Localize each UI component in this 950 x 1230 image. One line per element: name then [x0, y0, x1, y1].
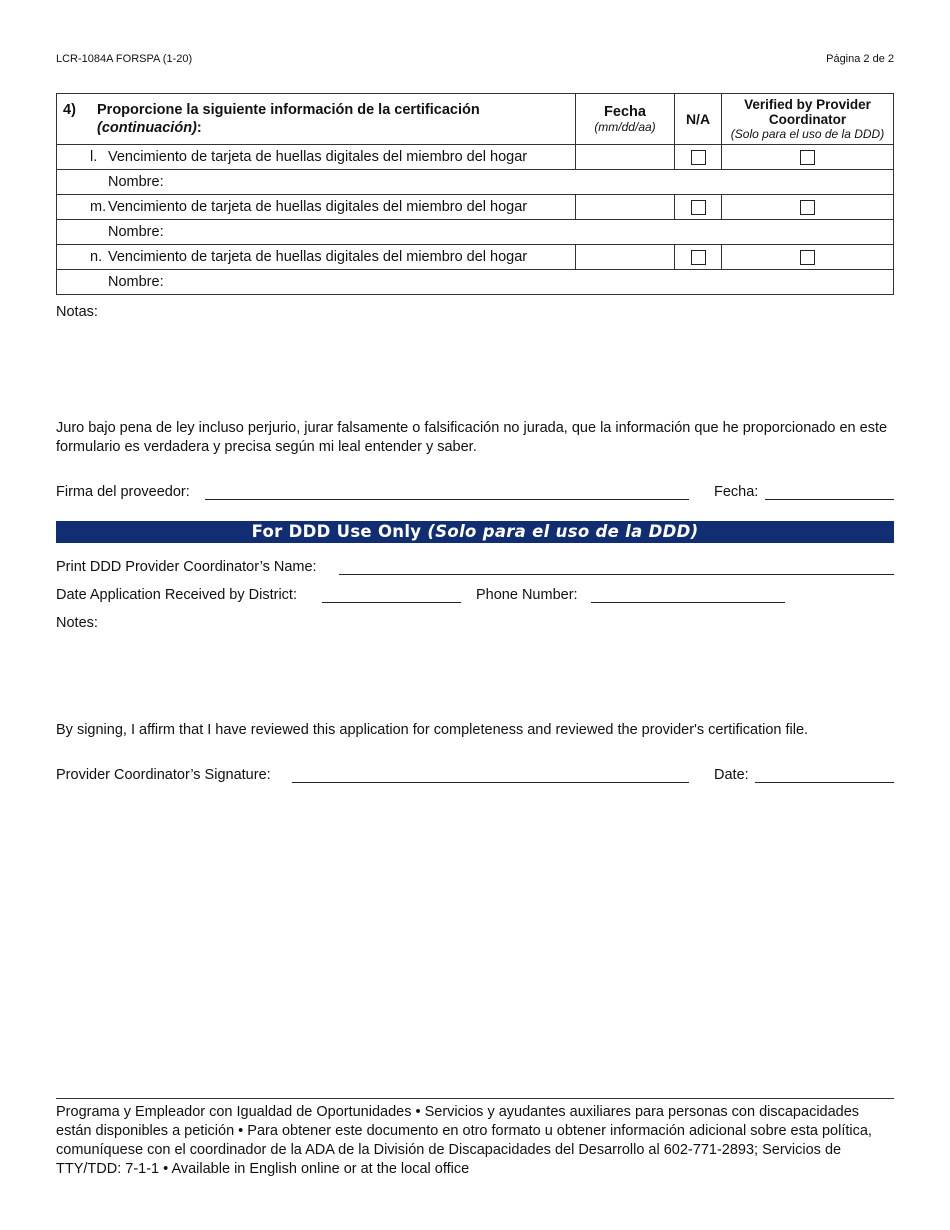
- coordinator-date-line[interactable]: [755, 782, 894, 783]
- verified-checkbox[interactable]: [800, 200, 815, 215]
- na-cell: [675, 145, 722, 170]
- coordinator-name-line[interactable]: [339, 574, 894, 575]
- section-number: 4): [57, 94, 98, 145]
- fecha-input[interactable]: [576, 145, 675, 170]
- col-fecha-format: (mm/dd/aa): [594, 120, 656, 134]
- date-received-line[interactable]: [322, 602, 461, 603]
- verified-cell: [722, 245, 894, 270]
- table-row: [57, 245, 894, 270]
- col-verified-label: Verified by Provider Coordinator: [744, 96, 871, 127]
- banner-main: For DDD Use Only: [251, 522, 422, 541]
- date-received-label: Date Application Received by District:: [56, 587, 297, 603]
- verified-cell: [722, 145, 894, 170]
- table-row: [57, 220, 894, 245]
- item-letter: n.: [90, 249, 103, 265]
- section-title-text: Proporcione la siguiente información de la certificación: [97, 102, 480, 118]
- col-verified-header: [722, 94, 894, 145]
- na-checkbox[interactable]: [691, 200, 706, 215]
- phone-line[interactable]: [591, 602, 785, 603]
- ddd-use-only-banner: [56, 521, 894, 543]
- oath-text: Juro bajo pena de ley incluso perjurio, jurar falsamente o falsificación no jurada, que la información que he proporcionado en este formulario es verdadera y precisa según mi leal entender y saber.: [56, 420, 888, 455]
- provider-signature-label: Firma del proveedor:: [56, 484, 190, 500]
- na-checkbox[interactable]: [691, 150, 706, 165]
- section-title: [97, 94, 576, 145]
- section-title-cont: (continuación): [97, 120, 197, 136]
- item-label: [57, 145, 576, 170]
- item-label: [57, 195, 576, 220]
- affirm-text: By signing, I affirm that I have reviewed this application for completeness and reviewed the provider's certification file.: [56, 722, 809, 738]
- nombre-field[interactable]: [57, 220, 894, 245]
- nombre-label: Nombre:: [108, 224, 164, 240]
- provider-date-label: Fecha:: [714, 484, 759, 500]
- section-title-colon: :: [196, 120, 202, 136]
- form-code: LCR-1084A FORSPA (1-20): [56, 53, 193, 65]
- verified-checkbox[interactable]: [800, 150, 815, 165]
- fecha-input[interactable]: [576, 245, 675, 270]
- coordinator-name-label: Print DDD Provider Coordinator’s Name:: [56, 559, 317, 575]
- verified-checkbox[interactable]: [800, 250, 815, 265]
- banner-sub: (Solo para el uso de la DDD): [427, 522, 699, 541]
- nombre-field[interactable]: [57, 270, 894, 295]
- col-fecha-label: Fecha: [604, 104, 646, 120]
- col-na-header: N/A: [675, 94, 722, 145]
- coordinator-date-label: Date:: [714, 767, 749, 783]
- provider-date-line[interactable]: [765, 499, 894, 500]
- nombre-label: Nombre:: [108, 274, 164, 290]
- certification-table: [56, 93, 894, 295]
- page-number: Página 2 de 2: [826, 53, 894, 65]
- item-letter: l.: [90, 149, 98, 165]
- phone-label: Phone Number:: [476, 587, 578, 603]
- footer-text: Programa y Empleador con Igualdad de Oportunidades • Servicios y ayudantes auxiliares para personas con discapacidades están disponibles a petición • Para obtener este documento en otro formato u obtener información adicional sobre esta política, comuníquese con el coordinador de la ADA de la División de Discapacidades del Desarrollo al 602-771-2893; Servicios de TTY/TDD: 7-1-1 • Available in English online or at the local office: [56, 1104, 872, 1177]
- ddd-notes-label: Notes:: [56, 615, 98, 631]
- provider-signature-line[interactable]: [205, 499, 689, 500]
- item-text: Vencimiento de tarjeta de huellas digitales del miembro del hogar: [108, 149, 528, 165]
- notas-area[interactable]: [56, 322, 894, 412]
- na-checkbox[interactable]: [691, 250, 706, 265]
- footer-divider: [56, 1098, 894, 1099]
- table-row: [57, 145, 894, 170]
- notas-label: Notas:: [56, 304, 98, 320]
- table-row: [57, 270, 894, 295]
- verified-cell: [722, 195, 894, 220]
- table-row: [57, 195, 894, 220]
- col-verified-sub: (Solo para el uso de la DDD): [730, 126, 885, 141]
- na-cell: [675, 245, 722, 270]
- table-header-row: [57, 94, 894, 145]
- col-fecha-header: [576, 94, 675, 145]
- item-text: Vencimiento de tarjeta de huellas digitales del miembro del hogar: [108, 199, 528, 215]
- fecha-input[interactable]: [576, 195, 675, 220]
- nombre-label: Nombre:: [108, 174, 164, 190]
- nombre-field[interactable]: [57, 170, 894, 195]
- item-text: Vencimiento de tarjeta de huellas digitales del miembro del hogar: [108, 249, 528, 265]
- table-row: [57, 170, 894, 195]
- item-letter: m.: [90, 199, 107, 215]
- coordinator-signature-line[interactable]: [292, 782, 689, 783]
- item-label: [57, 245, 576, 270]
- na-cell: [675, 195, 722, 220]
- ddd-notes-area[interactable]: [56, 633, 894, 713]
- coordinator-signature-label: Provider Coordinator’s Signature:: [56, 767, 271, 783]
